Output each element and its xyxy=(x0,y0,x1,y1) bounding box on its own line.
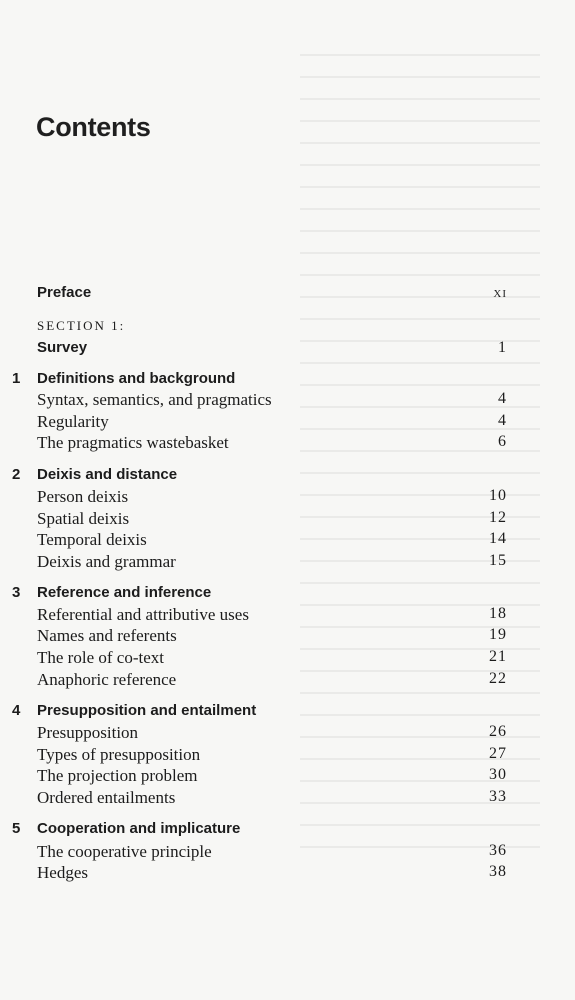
toc-entry-preface[interactable] xyxy=(0,284,575,306)
toc-entry[interactable] xyxy=(0,605,575,627)
toc-entry[interactable] xyxy=(0,723,575,745)
toc-entry[interactable] xyxy=(0,552,575,574)
toc-entry[interactable] xyxy=(0,509,575,531)
entry-label: The pragmatics wastebasket xyxy=(37,433,229,452)
toc-entry[interactable] xyxy=(0,487,575,509)
toc-entry[interactable] xyxy=(0,788,575,810)
entry-label: Ordered entailments xyxy=(37,788,176,807)
entry-page: 4 xyxy=(498,412,507,429)
entry-label: Hedges xyxy=(37,863,88,882)
entry-page: 33 xyxy=(489,788,507,805)
entry-label: Spatial deixis xyxy=(37,509,130,528)
entry-page: 21 xyxy=(489,648,507,665)
entry-label: The role of co-text xyxy=(37,648,164,667)
entry-page: 15 xyxy=(489,552,507,569)
entry-page: 30 xyxy=(489,766,507,783)
preface-page: xi xyxy=(493,284,507,301)
chapter-heading[interactable] xyxy=(0,820,575,842)
chapter-title: Reference and inference xyxy=(37,584,212,601)
preface-label: Preface xyxy=(37,284,92,301)
toc-entry[interactable] xyxy=(0,530,575,552)
section-title: Survey xyxy=(37,339,88,356)
chapter-number: 2 xyxy=(12,466,21,483)
entry-label: Names and referents xyxy=(37,626,177,645)
entry-label: Syntax, semantics, and pragmatics xyxy=(37,390,272,409)
entry-page: 4 xyxy=(498,390,507,407)
entry-label: The cooperative principle xyxy=(37,842,212,861)
entry-page: 12 xyxy=(489,509,507,526)
entry-label: The projection problem xyxy=(37,766,198,785)
entry-page: 38 xyxy=(489,863,507,880)
toc-entry[interactable] xyxy=(0,626,575,648)
toc-entry[interactable] xyxy=(0,863,575,885)
section-page: 1 xyxy=(498,339,507,356)
entry-page: 6 xyxy=(498,433,507,450)
entry-label: Anaphoric reference xyxy=(37,670,177,689)
toc-entry[interactable] xyxy=(0,412,575,434)
entry-label: Types of presupposition xyxy=(37,745,201,764)
section-label: SECTION 1: xyxy=(37,318,126,333)
chapter-number: 5 xyxy=(12,820,21,837)
toc-entry[interactable] xyxy=(0,766,575,788)
entry-page: 27 xyxy=(489,745,507,762)
entry-label: Referential and attributive uses xyxy=(37,605,249,624)
entry-page: 18 xyxy=(489,605,507,622)
entry-page: 19 xyxy=(489,626,507,643)
chapter-title: Presupposition and entailment xyxy=(37,702,257,719)
entry-label: Temporal deixis xyxy=(37,530,147,549)
entry-page: 10 xyxy=(489,487,507,504)
entry-label: Deixis and grammar xyxy=(37,552,176,571)
chapter-heading[interactable] xyxy=(0,702,575,724)
chapter-heading[interactable] xyxy=(0,466,575,488)
page-title: Contents xyxy=(36,112,151,142)
toc-entry-section[interactable] xyxy=(0,339,575,361)
entry-label: Presupposition xyxy=(37,723,139,742)
toc-entry[interactable] xyxy=(0,670,575,692)
entry-page: 22 xyxy=(489,670,507,687)
chapter-number: 3 xyxy=(12,584,21,601)
entry-page: 14 xyxy=(489,530,507,547)
chapter-heading[interactable] xyxy=(0,370,575,392)
toc-entry[interactable] xyxy=(0,745,575,767)
toc-entry[interactable] xyxy=(0,433,575,455)
entry-label: Person deixis xyxy=(37,487,129,506)
chapter-heading[interactable] xyxy=(0,584,575,606)
chapter-number: 4 xyxy=(12,702,21,719)
toc-entry[interactable] xyxy=(0,648,575,670)
chapter-title: Definitions and background xyxy=(37,370,236,387)
entry-page: 26 xyxy=(489,723,507,740)
chapter-title: Deixis and distance xyxy=(37,466,178,483)
chapter-title: Cooperation and implicature xyxy=(37,820,241,837)
toc-entry[interactable] xyxy=(0,842,575,864)
entry-page: 36 xyxy=(489,842,507,859)
chapter-number: 1 xyxy=(12,370,21,387)
toc-entry[interactable] xyxy=(0,390,575,412)
entry-label: Regularity xyxy=(37,412,109,431)
